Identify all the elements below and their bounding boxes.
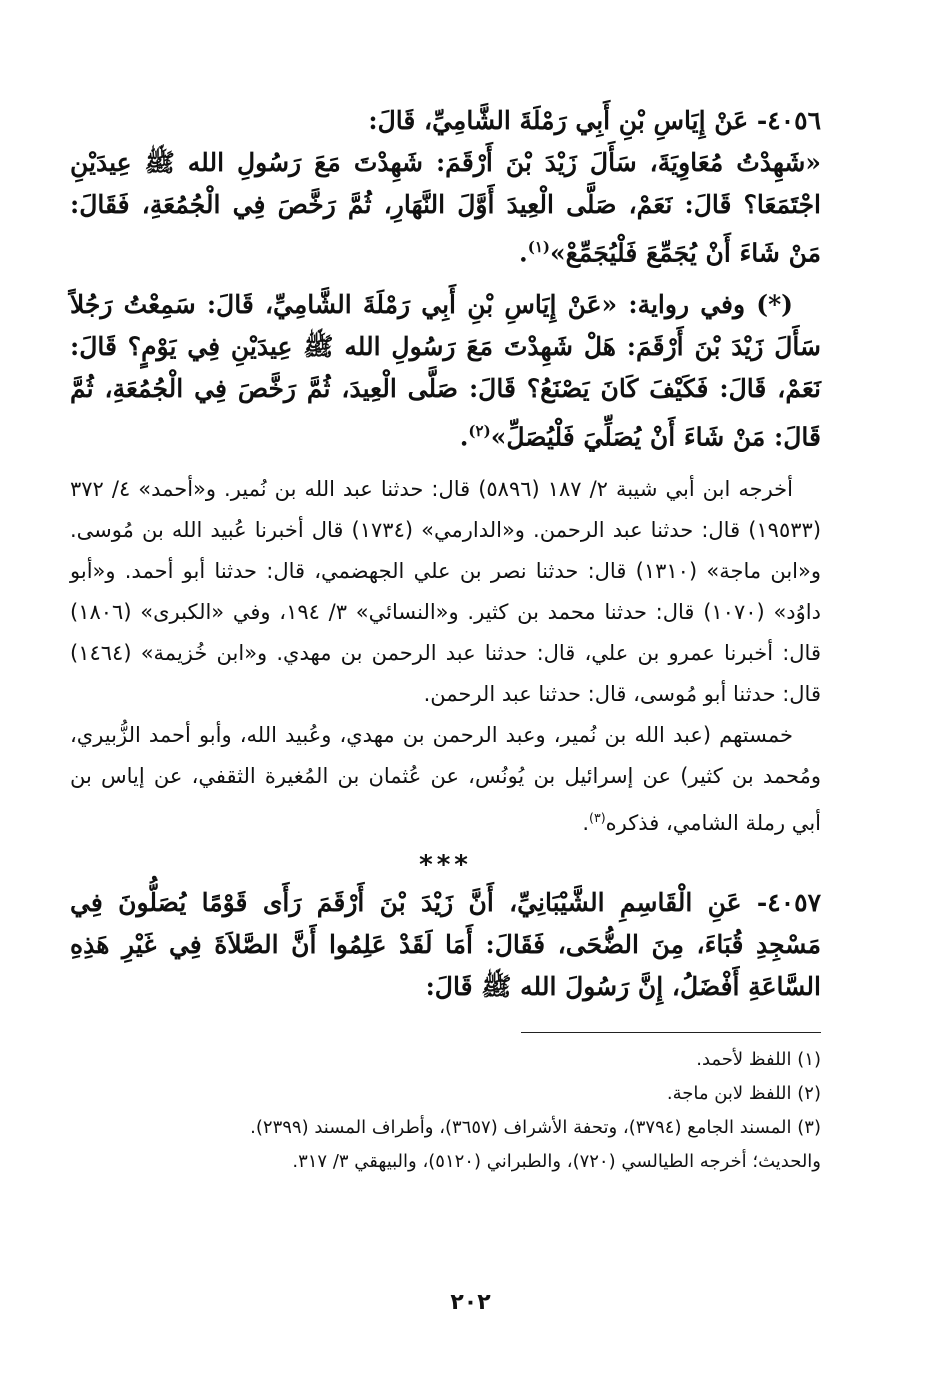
hadith-number: ٤٠٥٦- <box>756 106 821 135</box>
sentence-end: . <box>582 810 590 835</box>
hadith-4056 <box>70 100 821 274</box>
footnote-ref-1: (١) <box>527 238 550 256</box>
hadith-4057 <box>70 882 821 1008</box>
spacer <box>70 459 821 469</box>
page-number: ٢٠٢ <box>450 1290 491 1315</box>
footnote-3: (٣) المسند الجامع (٣٧٩٤)، وتحفة الأشراف (٣٦٥٧)، وأطراف المسند (٢٣٩٩). <box>250 1116 821 1138</box>
footnote-3-continued: والحديث؛ أخرجه الطيالسي (٧٢٠)، والطبراني (٥١٢٠)، والبيهقي ٣/ ٣١٧. <box>292 1150 821 1172</box>
footnote-ref-2: (٢) <box>468 422 491 441</box>
footnote-ref-3: (٣) <box>589 809 606 825</box>
takhrij-sources: أخرجه ابن أبي شيبة ٢/ ١٨٧ (٥٨٩٦) قال: حدثنا عبد الله بن نُمير. و«أحمد» ٤/ ٣٧٢ (١٩٥٣٣) قال: حدثنا عبد الرحمن. و«الدارمي» (١٧٣٤) قال أخبرنا عُبيد الله بن مُوسى. و«ابن ماجة» (١٣١٠) قال: حدثنا نصر بن علي الجهضمي، قال: حدثنا أبو أحمد. و«أبو داوُد» (١٠٧٠) قال: حدثنا محمد بن كثير. و«النسائي» ٣/ ١٩٤، وفي «الكبرى» (١٨٠٦) قال: أخبرنا عمرو بن علي، قال: حدثنا عبد الرحمن بن مهدي. و«ابن خُزيمة» (١٤٦٤) قال: حدثنا أبو مُوسى، قال: حدثنا عبد الرحمن. <box>70 476 822 706</box>
takhrij-chain-text: خمستهم (عبد الله بن نُمير، وعبد الرحمن بن مهدي، وعُبيد الله، وأبو أحمد الزُّبيري، ومُحمد بن كثير) عن إسرائيل بن يُونُس، عن عُثمان بن المُغيرة الثقفي، عن إياس بن أبي رملة الشامي، فذكره <box>70 722 821 835</box>
hadith-text: عَنِ الْقَاسِمِ الشَّيْبَانِيِّ، أَنَّ زَيْدَ بْنَ أَرْقَمَ رَأَى قَوْمًا يُصَلُّونَ فِي مَسْجِدِ قُبَاءَ، مِنَ الضُّحَى، فَقَالَ: أَمَا لَقَدْ عَلِمُوا أَنَّ الصَّلاَةَ فِي غَيْرِ هَذِهِ السَّاعَةِ أَفْضَلُ، إِنَّ رَسُولَ الله ﷺ قَالَ: <box>70 887 821 1001</box>
riwaya-variant <box>70 284 821 458</box>
sentence-end: . <box>459 422 469 452</box>
hadith-number: ٤٠٥٧- <box>756 887 821 917</box>
hadith-matn: «شَهِدْتُ مُعَاوِيَةَ، سَأَلَ زَيْدَ بْنَ أَرْقَمَ: شَهِدْتَ مَعَ رَسُولِ الله ﷺ عِيدَيْنِ اجْتَمَعَا؟ قَالَ: نَعَمْ، صَلَّى الْعِيدَ أَوَّلَ النَّهَارِ، ثُمَّ رَخَّصَ فِي الْجُمُعَةِ، فَقَالَ: مَنْ شَاءَ أَنْ يُجَمِّعَ فَلْيُجَمِّعْ» <box>70 148 821 268</box>
sentence-end: . <box>518 238 528 268</box>
spacer <box>70 274 821 284</box>
footnote-2: (٢) اللفظ لابن ماجة. <box>666 1082 821 1104</box>
riwaya-text: (*) وفي رواية: «عَنْ إِيَاسِ بْنِ أَبِي رَمْلَةَ الشَّامِيِّ، قَالَ: سَمِعْتُ رَجُلاً سَأَلَ زَيْدَ بْنَ أَرْقَمَ: هَلْ شَهِدْتَ مَعَ رَسُولِ الله ﷺ عِيدَيْنِ فِي يَوْمٍ؟ قَالَ: نَعَمْ، قَالَ: فَكَيْفَ كَانَ يَصْنَعُ؟ قَالَ: صَلَّى الْعِيدَ، ثُمَّ رَخَّصَ فِي الْجُمُعَةِ، ثُمَّ قَالَ: مَنْ شَاءَ أَنْ يُصَلِّيَ فَلْيُصَلِّ» <box>70 290 821 452</box>
hadith-isnad: عَنْ إِيَاسِ بْنِ أَبِي رَمْلَةَ الشَّامِيِّ، قَالَ: <box>368 106 757 135</box>
takhrij-chain <box>70 715 821 844</box>
page-body <box>70 100 821 1343</box>
section-separator: *** <box>419 849 472 880</box>
footnote-1: (١) اللفظ لأحمد. <box>696 1048 821 1070</box>
footnote-divider <box>521 1032 821 1033</box>
